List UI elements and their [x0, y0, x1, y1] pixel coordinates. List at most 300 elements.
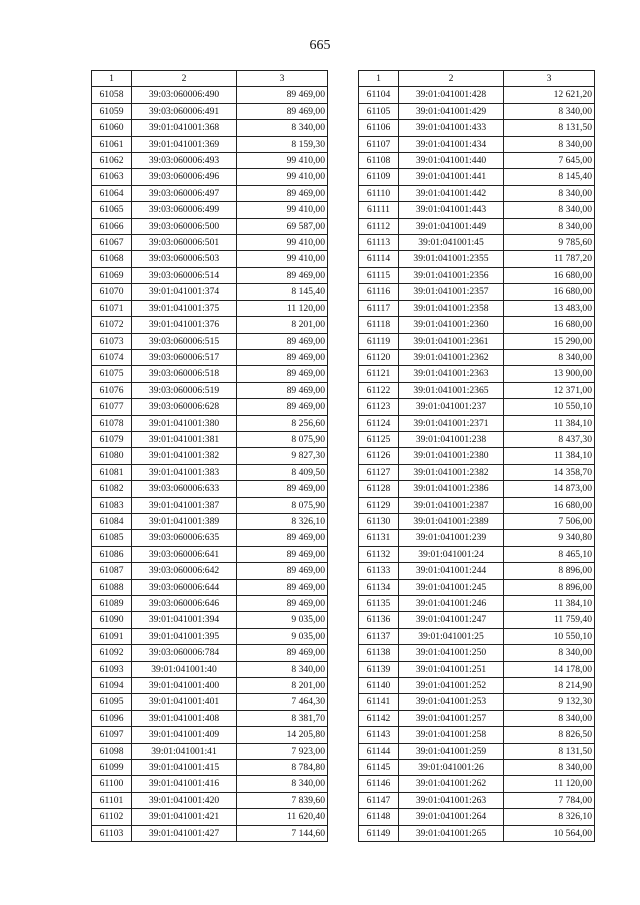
cadastral-number-cell: 39:01:041001:2371: [399, 415, 504, 431]
cadastral-number-cell: 39:01:041001:2365: [399, 382, 504, 398]
table-row: [359, 596, 595, 612]
value-cell: 14 358,70: [504, 464, 595, 480]
table-row: [92, 809, 328, 825]
table-row: [359, 136, 595, 152]
cadastral-number-cell: 39:01:041001:2357: [399, 284, 504, 300]
cadastral-number-cell: 39:01:041001:427: [132, 825, 237, 841]
table-row: [92, 464, 328, 480]
table-row: [359, 185, 595, 201]
value-cell: 99 410,00: [237, 251, 328, 267]
table-row: [92, 661, 328, 677]
cadastral-number-cell: 39:01:041001:376: [132, 317, 237, 333]
row-number-cell: 61080: [92, 448, 132, 464]
value-cell: 89 469,00: [237, 333, 328, 349]
cadastral-number-cell: 39:01:041001:257: [399, 710, 504, 726]
table-row: [92, 431, 328, 447]
table-row: [359, 661, 595, 677]
row-number-cell: 61143: [359, 727, 399, 743]
cadastral-number-cell: 39:03:060006:497: [132, 185, 237, 201]
row-number-cell: 61131: [359, 530, 399, 546]
table-row: [359, 267, 595, 283]
row-number-cell: 61068: [92, 251, 132, 267]
row-number-cell: 61126: [359, 448, 399, 464]
table-row: [359, 448, 595, 464]
row-number-cell: 61127: [359, 464, 399, 480]
value-cell: 14 873,00: [504, 481, 595, 497]
row-number-cell: 61106: [359, 120, 399, 136]
cadastral-number-cell: 39:01:041001:25: [399, 628, 504, 644]
row-number-cell: 61109: [359, 169, 399, 185]
cadastral-number-cell: 39:01:041001:2361: [399, 333, 504, 349]
cadastral-number-cell: 39:01:041001:239: [399, 530, 504, 546]
row-number-cell: 61123: [359, 399, 399, 415]
cadastral-number-cell: 39:01:041001:246: [399, 596, 504, 612]
row-number-cell: 61072: [92, 317, 132, 333]
cadastral-number-cell: 39:01:041001:45: [399, 235, 504, 251]
value-cell: 89 469,00: [237, 185, 328, 201]
table-row: [92, 645, 328, 661]
value-cell: 9 340,80: [504, 530, 595, 546]
table-row: [92, 136, 328, 152]
row-number-cell: 61059: [92, 103, 132, 119]
table-row: [359, 169, 595, 185]
value-cell: 8 340,00: [504, 645, 595, 661]
value-cell: 8 826,50: [504, 727, 595, 743]
value-cell: 8 131,50: [504, 120, 595, 136]
row-number-cell: 61098: [92, 743, 132, 759]
row-number-cell: 61073: [92, 333, 132, 349]
value-cell: 8 340,00: [504, 136, 595, 152]
cadastral-number-cell: 39:03:060006:784: [132, 645, 237, 661]
value-cell: 8 159,30: [237, 136, 328, 152]
cadastral-number-cell: 39:01:041001:408: [132, 710, 237, 726]
value-cell: 8 784,80: [237, 760, 328, 776]
cadastral-number-cell: 39:01:041001:394: [132, 612, 237, 628]
value-cell: 16 680,00: [504, 317, 595, 333]
table-row: [92, 382, 328, 398]
value-cell: 8 340,00: [504, 218, 595, 234]
registry-table-left: [91, 70, 328, 842]
row-number-cell: 61120: [359, 349, 399, 365]
cadastral-number-cell: 39:01:041001:428: [399, 87, 504, 103]
cadastral-number-cell: 39:01:041001:382: [132, 448, 237, 464]
value-cell: 8 340,00: [237, 120, 328, 136]
table-row: [359, 218, 595, 234]
table-row: [92, 218, 328, 234]
table-row: [92, 727, 328, 743]
value-cell: 13 483,00: [504, 300, 595, 316]
value-cell: 10 550,10: [504, 628, 595, 644]
table-row: [359, 546, 595, 562]
table-row: [359, 530, 595, 546]
cadastral-number-cell: 39:01:041001:262: [399, 776, 504, 792]
value-cell: 8 340,00: [504, 103, 595, 119]
cadastral-number-cell: 39:03:060006:491: [132, 103, 237, 119]
cadastral-number-cell: 39:01:041001:395: [132, 628, 237, 644]
cadastral-number-cell: 39:01:041001:258: [399, 727, 504, 743]
cadastral-number-cell: 39:01:041001:247: [399, 612, 504, 628]
table-row: [92, 792, 328, 808]
table-row: [92, 678, 328, 694]
cadastral-number-cell: 39:01:041001:245: [399, 579, 504, 595]
table-row: [92, 399, 328, 415]
value-cell: 89 469,00: [237, 579, 328, 595]
row-number-cell: 61063: [92, 169, 132, 185]
value-cell: 89 469,00: [237, 87, 328, 103]
cadastral-number-cell: 39:01:041001:2382: [399, 464, 504, 480]
table-row: [359, 333, 595, 349]
cadastral-number-cell: 39:01:041001:2360: [399, 317, 504, 333]
cadastral-number-cell: 39:01:041001:252: [399, 678, 504, 694]
table-row: [92, 743, 328, 759]
table-row: [92, 546, 328, 562]
table-row: [359, 235, 595, 251]
cadastral-number-cell: 39:01:041001:416: [132, 776, 237, 792]
table-row: [92, 760, 328, 776]
row-number-cell: 61064: [92, 185, 132, 201]
value-cell: 15 290,00: [504, 333, 595, 349]
cadastral-number-cell: 39:01:041001:259: [399, 743, 504, 759]
table-row: [92, 185, 328, 201]
cadastral-number-cell: 39:01:041001:263: [399, 792, 504, 808]
cadastral-number-cell: 39:01:041001:401: [132, 694, 237, 710]
value-cell: 8 465,10: [504, 546, 595, 562]
table-row: [359, 678, 595, 694]
table-row: [92, 448, 328, 464]
value-cell: 8 201,00: [237, 678, 328, 694]
row-number-cell: 61148: [359, 809, 399, 825]
table-row: [359, 300, 595, 316]
table-row: [359, 366, 595, 382]
value-cell: 99 410,00: [237, 169, 328, 185]
table-header-row: [359, 71, 595, 87]
row-number-cell: 61111: [359, 202, 399, 218]
table-row: [359, 727, 595, 743]
column-header-3: 3: [504, 71, 595, 87]
value-cell: 89 469,00: [237, 596, 328, 612]
table-row: [359, 760, 595, 776]
table-row: [359, 513, 595, 529]
row-number-cell: 61102: [92, 809, 132, 825]
cadastral-number-cell: 39:01:041001:449: [399, 218, 504, 234]
value-cell: 8 256,60: [237, 415, 328, 431]
row-number-cell: 61084: [92, 513, 132, 529]
value-cell: 89 469,00: [237, 481, 328, 497]
row-number-cell: 61133: [359, 563, 399, 579]
table-row: [92, 87, 328, 103]
row-number-cell: 61085: [92, 530, 132, 546]
table-row: [92, 530, 328, 546]
cadastral-number-cell: 39:01:041001:440: [399, 153, 504, 169]
value-cell: 99 410,00: [237, 235, 328, 251]
table-row: [359, 809, 595, 825]
cadastral-number-cell: 39:01:041001:2362: [399, 349, 504, 365]
value-cell: 8 340,00: [237, 661, 328, 677]
row-number-cell: 61122: [359, 382, 399, 398]
row-number-cell: 61125: [359, 431, 399, 447]
page-number: 665: [309, 38, 331, 53]
row-number-cell: 61091: [92, 628, 132, 644]
value-cell: 16 680,00: [504, 284, 595, 300]
cadastral-number-cell: 39:01:041001:244: [399, 563, 504, 579]
table-row: [359, 710, 595, 726]
value-cell: 99 410,00: [237, 202, 328, 218]
table-row: [359, 579, 595, 595]
row-number-cell: 61137: [359, 628, 399, 644]
row-number-cell: 61114: [359, 251, 399, 267]
cadastral-number-cell: 39:01:041001:433: [399, 120, 504, 136]
row-number-cell: 61089: [92, 596, 132, 612]
cadastral-number-cell: 39:01:041001:389: [132, 513, 237, 529]
row-number-cell: 61081: [92, 464, 132, 480]
cadastral-number-cell: 39:01:041001:253: [399, 694, 504, 710]
row-number-cell: 61135: [359, 596, 399, 612]
row-number-cell: 61145: [359, 760, 399, 776]
table-row: [359, 120, 595, 136]
table-row: [92, 694, 328, 710]
row-number-cell: 61062: [92, 153, 132, 169]
value-cell: 8 340,00: [504, 202, 595, 218]
table-row: [359, 481, 595, 497]
row-number-cell: 61078: [92, 415, 132, 431]
cadastral-number-cell: 39:01:041001:26: [399, 760, 504, 776]
row-number-cell: 61129: [359, 497, 399, 513]
value-cell: 8 145,40: [237, 284, 328, 300]
table-row: [359, 776, 595, 792]
table-row: [359, 825, 595, 841]
cadastral-number-cell: 39:03:060006:646: [132, 596, 237, 612]
table-row: [92, 612, 328, 628]
value-cell: 7 923,00: [237, 743, 328, 759]
column-header-1: 1: [359, 71, 399, 87]
value-cell: 8 201,00: [237, 317, 328, 333]
row-number-cell: 61146: [359, 776, 399, 792]
value-cell: 89 469,00: [237, 645, 328, 661]
value-cell: 14 205,80: [237, 727, 328, 743]
value-cell: 8 381,70: [237, 710, 328, 726]
value-cell: 11 384,10: [504, 448, 595, 464]
value-cell: 8 340,00: [504, 710, 595, 726]
row-number-cell: 61141: [359, 694, 399, 710]
cadastral-number-cell: 39:01:041001:238: [399, 431, 504, 447]
value-cell: 7 784,00: [504, 792, 595, 808]
row-number-cell: 61104: [359, 87, 399, 103]
value-cell: 89 469,00: [237, 366, 328, 382]
value-cell: 9 035,00: [237, 628, 328, 644]
cadastral-number-cell: 39:03:060006:641: [132, 546, 237, 562]
table-row: [359, 694, 595, 710]
table-row: [92, 267, 328, 283]
row-number-cell: 61132: [359, 546, 399, 562]
cadastral-number-cell: 39:01:041001:2386: [399, 481, 504, 497]
value-cell: 8 131,50: [504, 743, 595, 759]
column-header-1: 1: [92, 71, 132, 87]
table-row: [359, 563, 595, 579]
table-row: [92, 776, 328, 792]
table-row: [359, 612, 595, 628]
row-number-cell: 61147: [359, 792, 399, 808]
value-cell: 11 620,40: [237, 809, 328, 825]
cadastral-number-cell: 39:01:041001:387: [132, 497, 237, 513]
table-row: [92, 284, 328, 300]
row-number-cell: 61096: [92, 710, 132, 726]
table-row: [92, 169, 328, 185]
row-number-cell: 61099: [92, 760, 132, 776]
cadastral-number-cell: 39:03:060006:635: [132, 530, 237, 546]
value-cell: 99 410,00: [237, 153, 328, 169]
cadastral-number-cell: 39:01:041001:429: [399, 103, 504, 119]
row-number-cell: 61142: [359, 710, 399, 726]
cadastral-number-cell: 39:01:041001:400: [132, 678, 237, 694]
value-cell: 89 469,00: [237, 103, 328, 119]
table-row: [359, 415, 595, 431]
value-cell: 8 896,00: [504, 579, 595, 595]
cadastral-number-cell: 39:01:041001:368: [132, 120, 237, 136]
cadastral-number-cell: 39:03:060006:519: [132, 382, 237, 398]
value-cell: 89 469,00: [237, 382, 328, 398]
row-number-cell: 61060: [92, 120, 132, 136]
cadastral-number-cell: 39:01:041001:375: [132, 300, 237, 316]
row-number-cell: 61088: [92, 579, 132, 595]
table-row: [359, 202, 595, 218]
row-number-cell: 61134: [359, 579, 399, 595]
value-cell: 11 759,40: [504, 612, 595, 628]
row-number-cell: 61113: [359, 235, 399, 251]
table-row: [92, 497, 328, 513]
row-number-cell: 61093: [92, 661, 132, 677]
cadastral-number-cell: 39:03:060006:496: [132, 169, 237, 185]
row-number-cell: 61101: [92, 792, 132, 808]
row-number-cell: 61074: [92, 349, 132, 365]
cadastral-number-cell: 39:01:041001:40: [132, 661, 237, 677]
cadastral-number-cell: 39:01:041001:2363: [399, 366, 504, 382]
row-number-cell: 61067: [92, 235, 132, 251]
value-cell: 8 896,00: [504, 563, 595, 579]
row-number-cell: 61105: [359, 103, 399, 119]
table-row: [92, 415, 328, 431]
cadastral-number-cell: 39:01:041001:381: [132, 431, 237, 447]
value-cell: 16 680,00: [504, 267, 595, 283]
table-row: [359, 464, 595, 480]
row-number-cell: 61092: [92, 645, 132, 661]
cadastral-number-cell: 39:03:060006:517: [132, 349, 237, 365]
cadastral-number-cell: 39:03:060006:499: [132, 202, 237, 218]
table-row: [92, 596, 328, 612]
value-cell: 12 371,00: [504, 382, 595, 398]
cadastral-number-cell: 39:01:041001:2355: [399, 251, 504, 267]
row-number-cell: 61090: [92, 612, 132, 628]
row-number-cell: 61066: [92, 218, 132, 234]
row-number-cell: 61149: [359, 825, 399, 841]
row-number-cell: 61107: [359, 136, 399, 152]
table-row: [359, 645, 595, 661]
cadastral-number-cell: 39:01:041001:24: [399, 546, 504, 562]
table-row: [92, 825, 328, 841]
table-row: [359, 431, 595, 447]
table-row: [359, 317, 595, 333]
cadastral-number-cell: 39:01:041001:264: [399, 809, 504, 825]
row-number-cell: 61097: [92, 727, 132, 743]
row-number-cell: 61070: [92, 284, 132, 300]
table-row: [92, 317, 328, 333]
row-number-cell: 61075: [92, 366, 132, 382]
value-cell: 89 469,00: [237, 349, 328, 365]
table-row: [92, 153, 328, 169]
cadastral-number-cell: 39:01:041001:434: [399, 136, 504, 152]
table-row: [92, 579, 328, 595]
row-number-cell: 61136: [359, 612, 399, 628]
table-row: [92, 300, 328, 316]
cadastral-number-cell: 39:03:060006:500: [132, 218, 237, 234]
row-number-cell: 61110: [359, 185, 399, 201]
value-cell: 9 132,30: [504, 694, 595, 710]
cadastral-number-cell: 39:03:060006:633: [132, 481, 237, 497]
value-cell: 8 326,10: [504, 809, 595, 825]
cadastral-number-cell: 39:01:041001:415: [132, 760, 237, 776]
cadastral-number-cell: 39:01:041001:380: [132, 415, 237, 431]
table-row: [359, 399, 595, 415]
row-number-cell: 61065: [92, 202, 132, 218]
value-cell: 89 469,00: [237, 399, 328, 415]
value-cell: 8 214,90: [504, 678, 595, 694]
table-row: [92, 235, 328, 251]
column-header-3: 3: [237, 71, 328, 87]
row-number-cell: 61079: [92, 431, 132, 447]
table-row: [92, 202, 328, 218]
value-cell: 10 564,00: [504, 825, 595, 841]
cadastral-number-cell: 39:01:041001:409: [132, 727, 237, 743]
table-header-row: [92, 71, 328, 87]
cadastral-number-cell: 39:03:060006:515: [132, 333, 237, 349]
value-cell: 89 469,00: [237, 563, 328, 579]
registry-table-right: [358, 70, 595, 842]
row-number-cell: 61108: [359, 153, 399, 169]
table-row: [359, 628, 595, 644]
cadastral-number-cell: 39:01:041001:441: [399, 169, 504, 185]
value-cell: 8 340,00: [237, 776, 328, 792]
cadastral-number-cell: 39:01:041001:369: [132, 136, 237, 152]
table-row: [359, 382, 595, 398]
value-cell: 7 839,60: [237, 792, 328, 808]
row-number-cell: 61061: [92, 136, 132, 152]
value-cell: 89 469,00: [237, 267, 328, 283]
row-number-cell: 61128: [359, 481, 399, 497]
value-cell: 14 178,00: [504, 661, 595, 677]
value-cell: 7 506,00: [504, 513, 595, 529]
cadastral-number-cell: 39:03:060006:518: [132, 366, 237, 382]
row-number-cell: 61121: [359, 366, 399, 382]
table-row: [359, 743, 595, 759]
row-number-cell: 61112: [359, 218, 399, 234]
value-cell: 8 340,00: [504, 185, 595, 201]
table-row: [92, 366, 328, 382]
value-cell: 8 409,50: [237, 464, 328, 480]
cadastral-number-cell: 39:01:041001:237: [399, 399, 504, 415]
value-cell: 8 075,90: [237, 431, 328, 447]
row-number-cell: 61130: [359, 513, 399, 529]
cadastral-number-cell: 39:01:041001:2380: [399, 448, 504, 464]
value-cell: 11 120,00: [504, 776, 595, 792]
value-cell: 16 680,00: [504, 497, 595, 513]
value-cell: 8 326,10: [237, 513, 328, 529]
row-number-cell: 61095: [92, 694, 132, 710]
value-cell: 7 464,30: [237, 694, 328, 710]
table-row: [359, 284, 595, 300]
value-cell: 89 469,00: [237, 530, 328, 546]
table-row: [92, 513, 328, 529]
table-row: [92, 120, 328, 136]
row-number-cell: 61077: [92, 399, 132, 415]
